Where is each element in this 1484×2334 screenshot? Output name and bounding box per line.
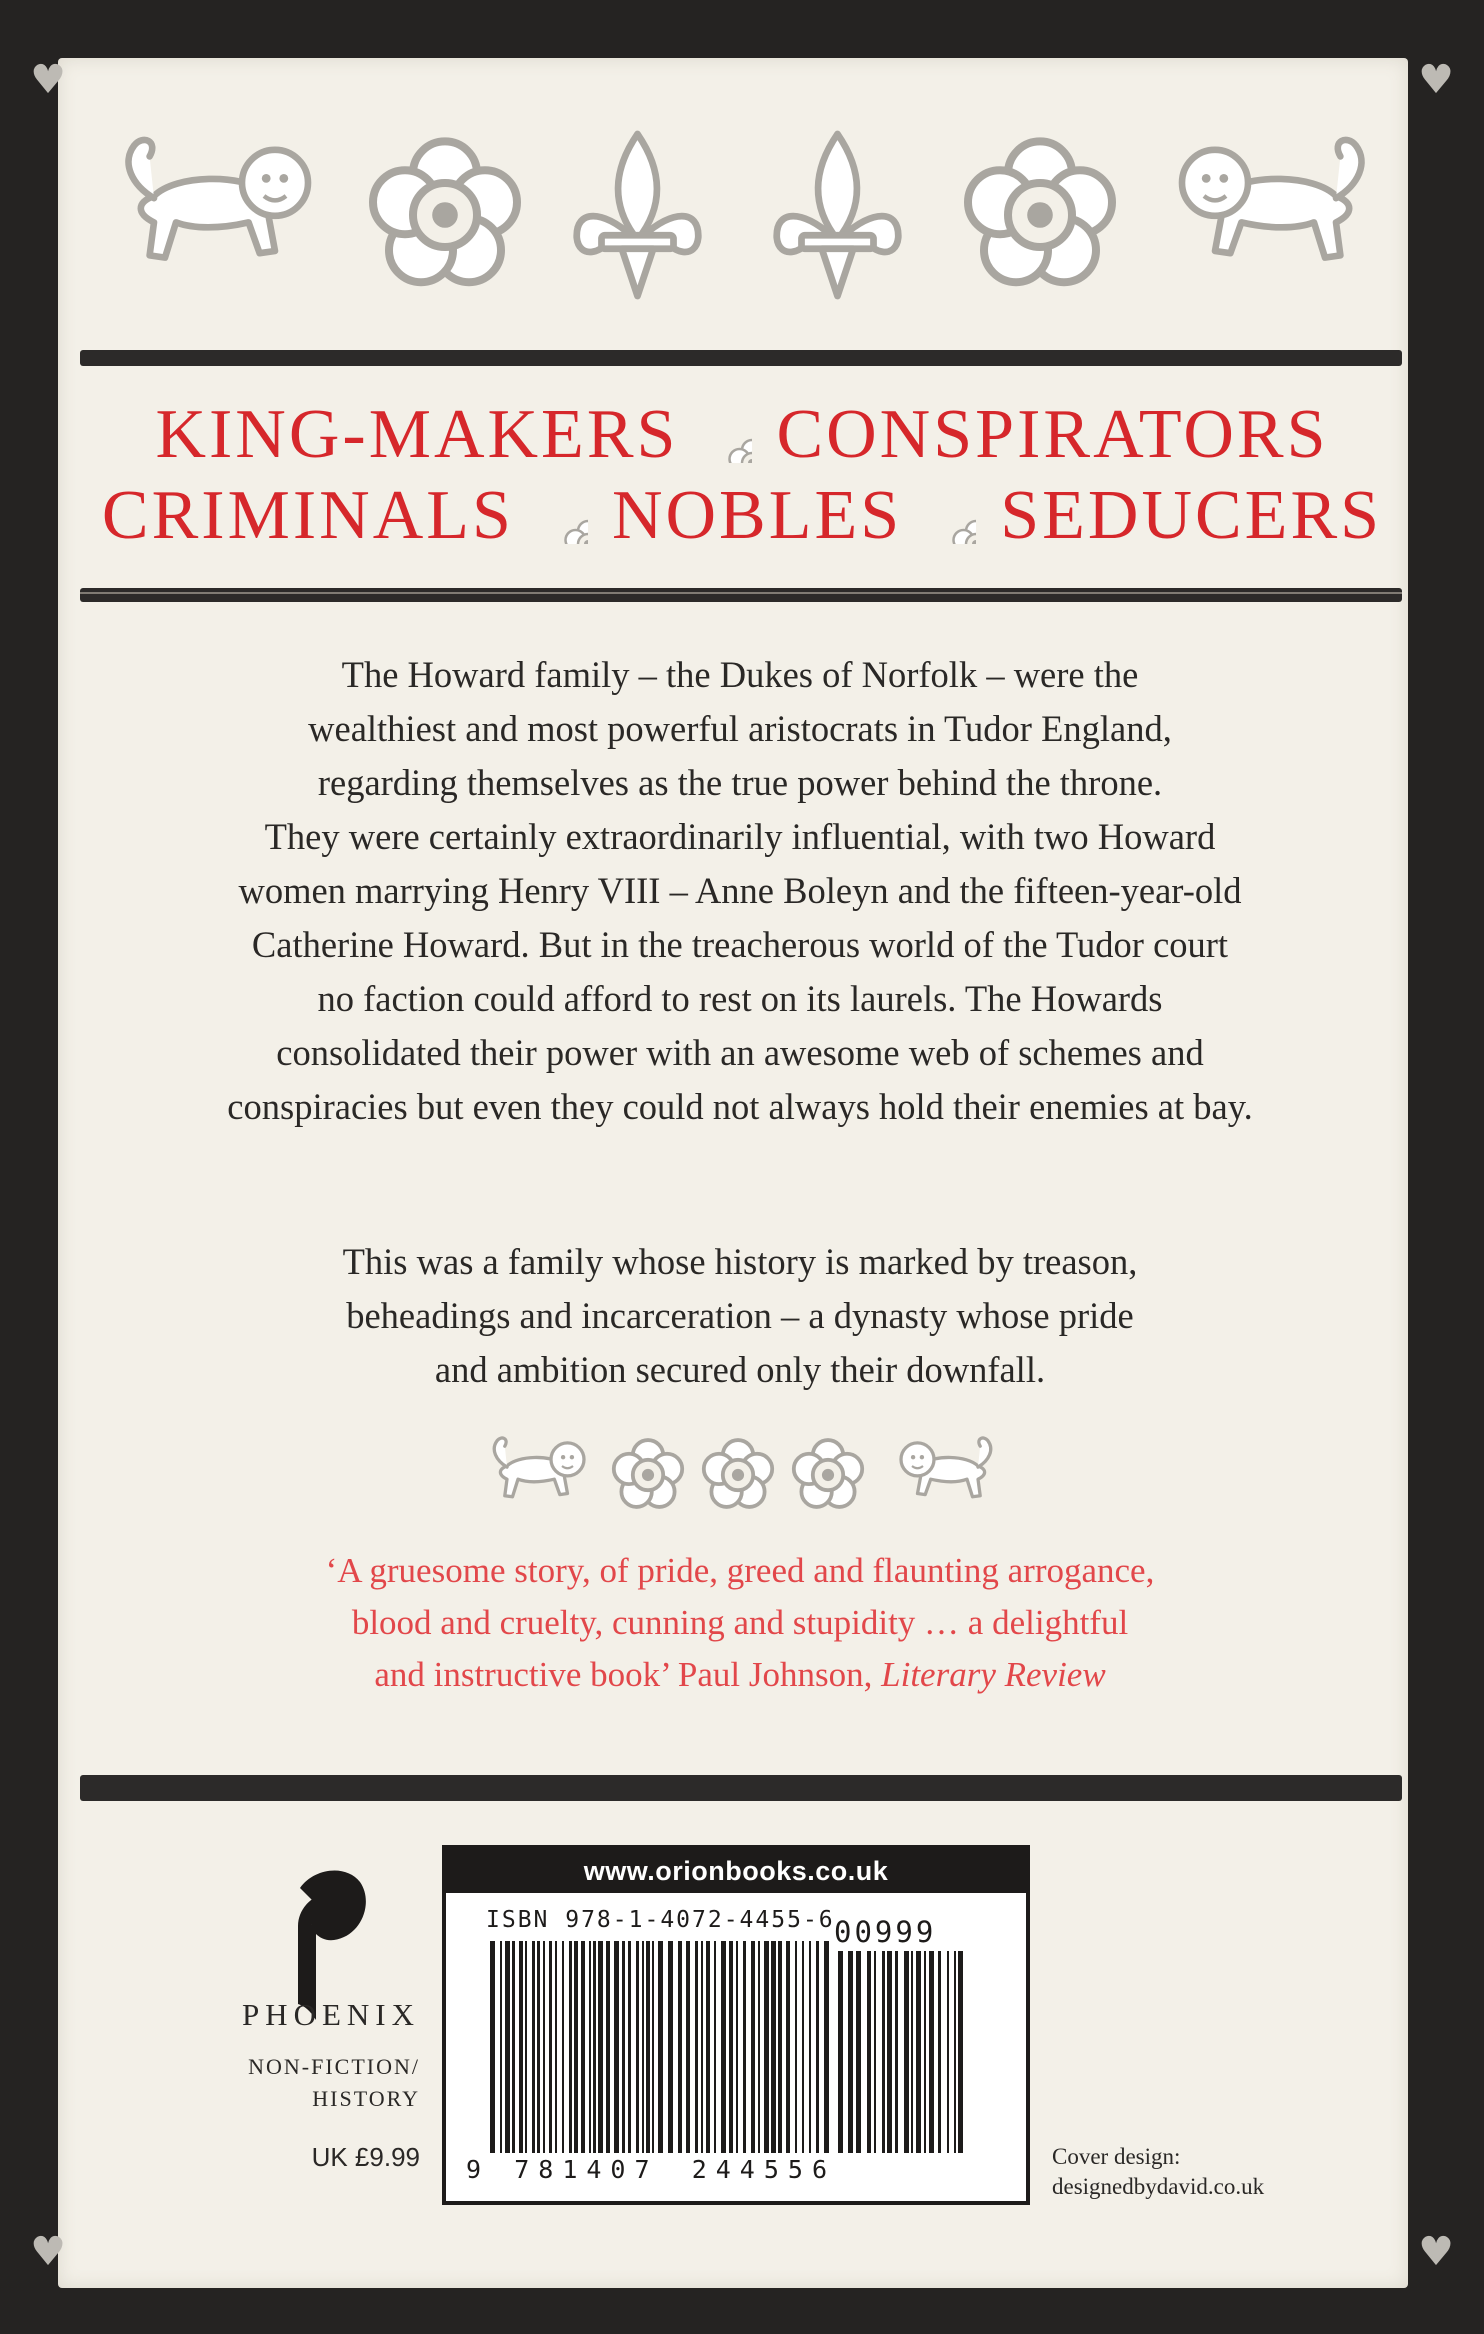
lion-icon [1182,140,1362,258]
barcode-bar [636,1941,639,2153]
barcode-bar [628,1941,631,2153]
barcode-bar [751,1941,755,2153]
barcode-bar [686,1941,690,2153]
barcode-bar [543,1941,545,2153]
lion-icon [128,140,308,258]
barcode-bar [802,1941,804,2153]
barcode-bar [614,1941,619,2153]
role-criminals: CRIMINALS [101,477,514,554]
website-url: www.orionbooks.co.uk [446,1849,1026,1893]
heart-icon: ♥ [1418,57,1454,103]
barcode-bar [882,1951,885,2153]
barcode-bar [904,1951,909,2153]
blurb-line: They were certainly extraordinarily influential, with two Howard [264,816,1216,857]
lion-icon [494,1438,584,1497]
isbn-label: ISBN 978-1-4072-4455-6 [486,1907,835,1933]
blurb-line: consolidated their power with an awesome web of schemes and [276,1032,1204,1073]
barcode-bar [606,1941,610,2153]
price-label: UK £9.99 [311,2142,420,2172]
blurb-line: Catherine Howard. But in the treacherous world of the Tudor court [251,924,1229,965]
tudor-rose-icon [373,141,517,282]
review-quote [140,1545,1340,1701]
blurb-line: wealthiest and most powerful aristocrats in Tudor England, [308,708,1172,749]
tudor-rose-icon [926,494,976,544]
quote-line: blood and cruelty, cunning and stupidity … a delightful [351,1603,1129,1642]
barcode-bar [786,1941,790,2153]
barcode-bar [867,1951,871,2153]
barcode-digit-group: 781407 [514,2155,659,2184]
publisher-name: PHOENIX [241,1997,420,2032]
divider-band-top [80,350,1402,366]
barcode-bar [678,1941,682,2153]
tudor-rose-icon [702,413,752,463]
blurb-line: no faction could afford to rest on its laurels. The Howards [317,978,1163,1019]
credit-line: designedbydavid.co.uk [1052,2174,1265,2199]
barcode-bar [778,1941,782,2153]
barcode-bar [555,1941,557,2153]
blurb-line: regarding themselves as the true power behind the throne. [317,762,1163,803]
barcode-bar [519,1941,523,2153]
barcode-bar [924,1951,926,2153]
small-ornament-row [485,1425,1015,1525]
divider-band-upper [80,588,1402,602]
barcode-bar [874,1951,876,2153]
quote-source: Literary Review [881,1655,1106,1694]
divider-band-lower [80,1775,1402,1801]
blurb-paragraph-2 [80,1235,1400,1397]
barcode-bar [895,1951,898,2153]
barcode-bar [490,1941,495,2153]
barcode-bar [809,1941,811,2153]
barcode-bar [695,1941,698,2153]
blurb-line: This was a family whose history is marked by treason, [342,1241,1138,1282]
barcode-bar [642,1941,644,2153]
barcode-bar [743,1941,746,2153]
tudor-rose-icon [968,141,1112,282]
ean-barcode [490,1941,832,2153]
barcode-bar [721,1941,726,2153]
blurb-line: women marrying Henry VIII – Anne Boleyn and the fifteen-year-old [238,870,1242,911]
barcode-bar [795,1941,797,2153]
heart-icon: ♥ [1418,2229,1454,2275]
category-line: HISTORY [312,2086,420,2111]
barcode-bar [916,1951,921,2153]
barcode-bar [525,1941,527,2153]
barcode-bar [771,1941,776,2153]
barcode-bar [500,1941,502,2153]
roles-line-1 [60,395,1424,475]
barcode-bar [816,1941,819,2153]
tudor-rose-icon [614,1440,682,1507]
barcode-bar [562,1941,564,2153]
barcode-bar [929,1951,934,2153]
barcode-bar [824,1941,829,2153]
barcode-bar [954,1951,956,2153]
barcode-bar [574,1941,578,2153]
blurb-paragraph-1 [80,648,1400,1134]
barcode-bar [589,1941,591,2153]
role-conspirators: CONSPIRATORS [776,396,1329,473]
role-seducers: SEDUCERS [1000,477,1383,554]
blurb-line: The Howard family – the Dukes of Norfolk – were the [341,654,1139,695]
barcode-bar [714,1941,716,2153]
barcode-bar [646,1941,650,2153]
barcode-panel [442,1845,1030,2205]
barcode-bar [549,1941,552,2153]
category-line: NON-FICTION/ [248,2054,420,2079]
barcode-digit-group: 244556 [691,2155,836,2184]
barcode-bar [856,1951,861,2153]
barcode-bar [848,1951,853,2153]
barcode-bar [505,1941,510,2153]
barcode-bar [887,1951,892,2153]
barcode-bar [701,1941,703,2153]
barcode-bar [729,1941,733,2153]
fleur-de-lis-icon [577,134,699,296]
blurb-line: beheadings and incarceration – a dynasty whose pride [346,1295,1134,1336]
publisher-imprint [180,1995,420,2115]
barcode-bar [537,1941,540,2153]
roles-line-2 [60,476,1424,556]
heart-icon: ♥ [30,2229,66,2275]
heart-icon: ♥ [30,57,66,103]
barcode-bar [758,1941,760,2153]
tudor-rose-icon [538,494,588,544]
barcode-bar [838,1951,843,2153]
barcode-bar [622,1941,625,2153]
blurb-line: conspiracies but even they could not always hold their enemies at bay. [227,1086,1253,1127]
barcode-bar [593,1941,596,2153]
barcode-bar [532,1941,535,2153]
barcode-bar [938,1951,941,2153]
barcode-digits [466,2155,836,2187]
tudor-rose-icon [704,1440,772,1507]
barcode-bar [581,1941,585,2153]
barcode-bar [736,1941,738,2153]
quote-line: and instructive book’ Paul Johnson, [374,1655,882,1694]
quote-line: ‘A gruesome story, of pride, greed and flaunting arrogance, [325,1551,1155,1590]
lion-icon [901,1438,991,1497]
quote-line-attribution [140,1649,1340,1701]
credit-line: Cover design: [1052,2144,1181,2169]
barcode-bar [668,1941,673,2153]
barcode-bar [911,1951,913,2153]
role-nobles: NOBLES [611,477,903,554]
barcode-bar [569,1941,572,2153]
barcode-bar [658,1941,663,2153]
category-label [180,2051,420,2115]
barcode-bar [706,1941,710,2153]
barcode-bar [652,1941,654,2153]
cover-design-credit [1052,2142,1292,2202]
barcode-bar [512,1941,515,2153]
fleur-de-lis-icon [777,134,899,296]
barcode-bar [947,1951,949,2153]
role-king-makers: KING-MAKERS [155,396,679,473]
tudor-rose-icon [794,1440,862,1507]
price-addon-digits: 00999 [834,1915,937,1949]
blurb-line: and ambition secured only their downfall. [434,1349,1046,1390]
addon-barcode [838,1951,968,2153]
barcode-bar [598,1941,603,2153]
barcode-bar [764,1941,769,2153]
heraldic-ornament-row [110,115,1380,315]
barcode-bar [958,1951,963,2153]
barcode-digit-group: 9 [466,2155,482,2184]
